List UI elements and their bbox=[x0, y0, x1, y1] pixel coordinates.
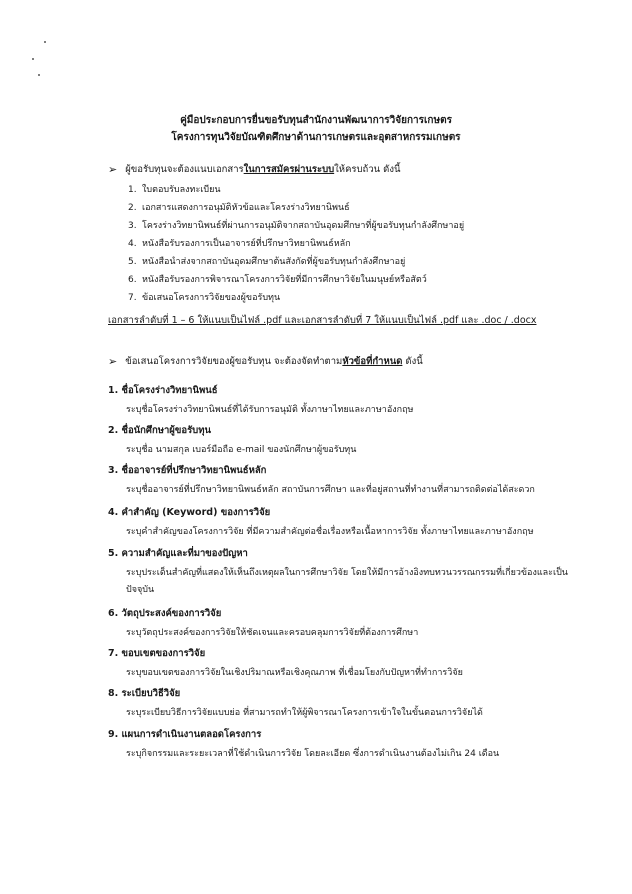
proposal-item bbox=[108, 505, 578, 541]
proposal-item bbox=[108, 383, 578, 419]
item-title: 1. ชื่อโครงร่างวิทยานิพนธ์ bbox=[108, 385, 218, 396]
list-item: 1. ใบตอบรับลงทะเบียน bbox=[128, 185, 221, 195]
item-description: ระบุประเด็นสำคัญที่แสดงให้เห็นถึงเหตุผลในการศึกษาวิจัย โดยให้มีการอ้างอิงทบทวนวรรณกรรมที่เกี่ยวข้องและเป็นปัจจุบัน bbox=[126, 568, 568, 595]
item-title: 2. ชื่อนักศึกษาผู้ขอรับทุน bbox=[108, 425, 211, 436]
proposal-item bbox=[108, 463, 578, 499]
item-description: ระบุขอบเขตของการวิจัยในเชิงปริมาณหรือเชิงคุณภาพ ที่เชื่อมโยงกับปัญหาที่ทำการวิจัย bbox=[126, 668, 463, 678]
list-item: 5. หนังสือนำส่งจากสถาบันอุดมศึกษาต้นสังกัดที่ผู้ขอรับทุนกำลังศึกษาอยู่ bbox=[128, 257, 406, 267]
list-item: 2. เอกสารแสดงการอนุมัติหัวข้อและโครงร่างวิทยานิพนธ์ bbox=[128, 203, 350, 213]
item-title: 9. แผนการดำเนินงานตลอดโครงการ bbox=[108, 729, 262, 740]
item-title: 7. ขอบเขตของการวิจัย bbox=[108, 648, 206, 659]
proposal-item bbox=[108, 646, 578, 682]
list-item: 4. หนังสือรับรองการเป็นอาจารย์ที่ปรึกษาวิทยานิพนธ์หลัก bbox=[128, 239, 351, 249]
item-title: 8. ระเบียบวิธีวิจัย bbox=[108, 688, 181, 699]
item-description: ระบุระเบียบวิธีการวิจัยแบบย่อ ที่สามารถทำให้ผู้พิจารณาโครงการเข้าใจในขั้นตอนการวิจัยได้ bbox=[126, 708, 483, 718]
required-documents-list bbox=[128, 181, 464, 307]
item-description: ระบุชื่อ นามสกุล เบอร์มือถือ e-mail ของนักศึกษาผู้ขอรับทุน bbox=[126, 445, 357, 455]
list-item: 3. โครงร่างวิทยานิพนธ์ที่ผ่านการอนุมัติจากสถาบันอุดมศึกษาที่ผู้ขอรับทุนกำลังศึกษาอยู่ bbox=[128, 221, 465, 231]
scan-speck bbox=[44, 41, 46, 43]
item-title: 5. ความสำคัญและที่มาของปัญหา bbox=[108, 548, 248, 559]
title-line-1: คู่มือประกอบการยื่นขอรับทุนสำนักงานพัฒนาการวิจัยการเกษตร bbox=[180, 115, 452, 126]
item-description: ระบุกิจกรรมและระยะเวลาที่ใช้ดำเนินการวิจัย โดยละเอียด ซึ่งการดำเนินงานต้องไม่เกิน 24 เดือน bbox=[126, 749, 500, 759]
proposal-item bbox=[108, 727, 578, 763]
section-documents-heading bbox=[108, 162, 400, 178]
arrow-bullet-icon: ➢ bbox=[108, 355, 118, 368]
list-item: 6. หนังสือรับรองการพิจารณาโครงการวิจัยที่มีการศึกษาวิจัยในมนุษย์หรือสัตว์ bbox=[128, 275, 427, 285]
scan-speck bbox=[32, 58, 34, 60]
item-description: ระบุวัตถุประสงค์ของการวิจัยให้ชัดเจนและครอบคลุมการวิจัยที่ต้องการศึกษา bbox=[126, 628, 419, 638]
section-proposal-heading bbox=[108, 354, 423, 370]
document-title bbox=[0, 112, 632, 146]
item-description: ระบุชื่อโครงร่างวิทยานิพนธ์ที่ได้รับการอนุมัติ ทั้งภาษาไทยและภาษาอังกฤษ bbox=[126, 405, 414, 415]
title-line-2: โครงการทุนวิจัยบัณฑิตศึกษาด้านการเกษตรและอุตสาหกรรมเกษตร bbox=[171, 132, 461, 143]
scan-speck bbox=[38, 74, 40, 76]
proposal-item bbox=[108, 423, 578, 459]
item-title: 6. วัตถุประสงค์ของการวิจัย bbox=[108, 608, 222, 619]
section-proposal-text: ข้อเสนอโครงการวิจัยของผู้ขอรับทุน จะต้องจัดทำตามหัวข้อที่กำหนด ดังนี้ bbox=[125, 356, 423, 367]
item-description: ระบุคำสำคัญของโครงการวิจัย ที่มีความสำคัญต่อชื่อเรื่องหรือเนื้อหาการวิจัย ทั้งภาษาไทยและภาษาอังกฤษ bbox=[126, 527, 534, 537]
proposal-item bbox=[108, 686, 578, 722]
item-title: 3. ชื่ออาจารย์ที่ปรึกษาวิทยานิพนธ์หลัก bbox=[108, 465, 267, 476]
proposal-item bbox=[108, 606, 578, 642]
section-documents-text: ผู้ขอรับทุนจะต้องแนบเอกสารในการสมัครผ่านระบบให้ครบถ้วน ดังนี้ bbox=[125, 164, 401, 175]
list-item: 7. ข้อเสนอโครงการวิจัยของผู้ขอรับทุน bbox=[128, 293, 281, 303]
item-title: 4. คำสำคัญ (Keyword) ของการวิจัย bbox=[108, 507, 271, 518]
file-format-note: เอกสารลำดับที่ 1 – 6 ให้แนบเป็นไฟล์ .pdf และเอกสารลำดับที่ 7 ให้แนบเป็นไฟล์ .pdf และ .doc / .docx bbox=[108, 315, 537, 326]
item-description: ระบุชื่ออาจารย์ที่ปรึกษาวิทยานิพนธ์หลัก สถาบันการศึกษา และที่อยู่สถานที่ทำงานที่สามารถติดต่อได้สะดวก bbox=[126, 485, 535, 495]
proposal-item bbox=[108, 546, 578, 599]
arrow-bullet-icon: ➢ bbox=[108, 163, 118, 176]
